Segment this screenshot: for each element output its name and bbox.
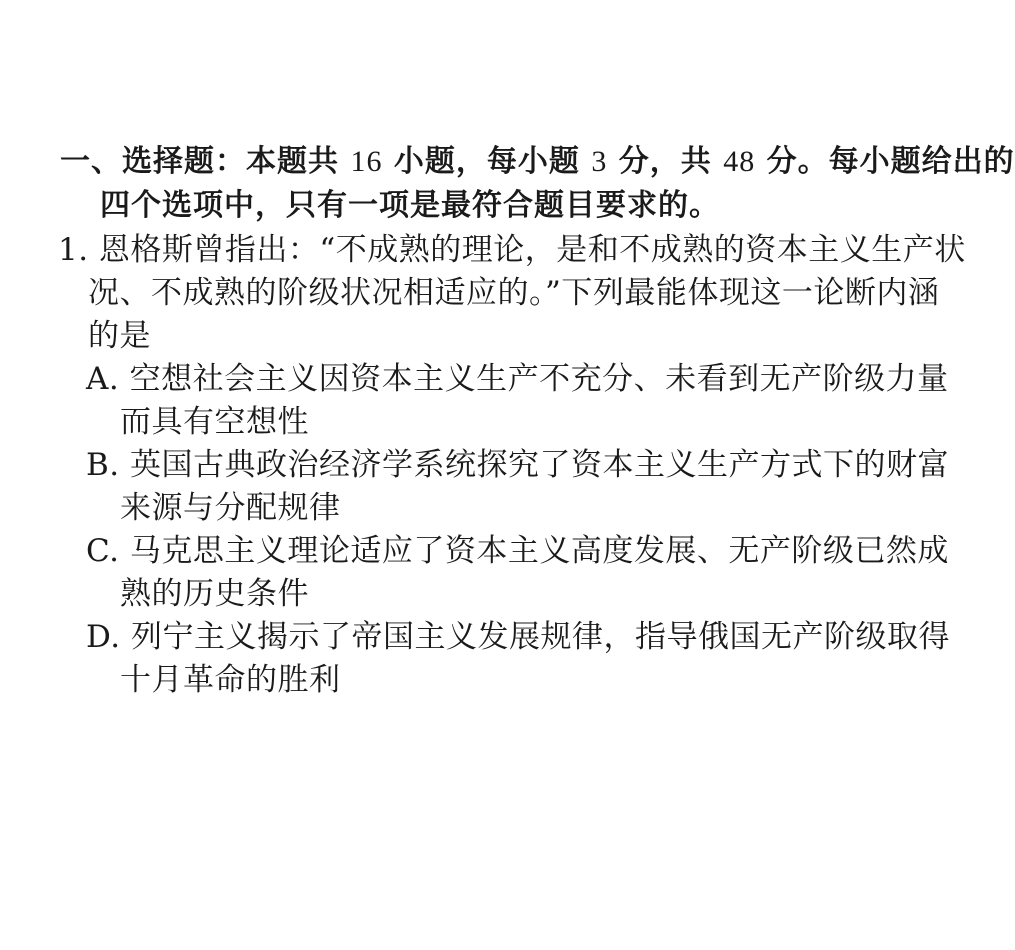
total-points: 48 (723, 145, 756, 178)
option-d-line-2: 十月革命的胜利 (120, 662, 341, 698)
question-stem-line-2: 况、不成熟的阶级状况相适应的。”下列最能体现这一论断内涵 (88, 275, 940, 311)
question-stem-line-3: 的是 (88, 318, 151, 354)
option-c-line-2: 熟的历史条件 (120, 576, 309, 612)
question-stem-line-1: 1. 恩格斯曾指出：“不成熟的理论，是和不成熟的资本主义生产状 (58, 232, 966, 268)
option-b-line-1: B. 英国古典政治经济学系统探究了资本主义生产方式下的财富 (86, 447, 949, 483)
points-per-question: 3 (591, 145, 608, 178)
option-d-line-1: D. 列宁主义揭示了帝国主义发展规律，指导俄国无产阶级取得 (86, 619, 950, 655)
section-heading-line-2: 四个选项中，只有一项是最符合题目要求的。 (100, 188, 720, 223)
option-a-line-2: 而具有空想性 (120, 404, 309, 440)
section-heading-text-a: 一、选择题：本题共 (60, 144, 351, 179)
section-heading-text-b: 小题，每小题 (382, 144, 592, 179)
option-a-line-1: A. 空想社会主义因资本主义生产不充分、未看到无产阶级力量 (86, 361, 949, 397)
question-count: 16 (350, 145, 383, 178)
section-heading-text-c: 分，共 (607, 144, 724, 179)
section-heading-line-1 (60, 140, 1015, 184)
option-b-line-2: 来源与分配规律 (120, 490, 341, 526)
option-c-line-1: C. 马克思主义理论适应了资本主义高度发展、无产阶级已然成 (86, 533, 949, 569)
section-heading-text-d: 分。每小题给出的 (755, 144, 1015, 179)
